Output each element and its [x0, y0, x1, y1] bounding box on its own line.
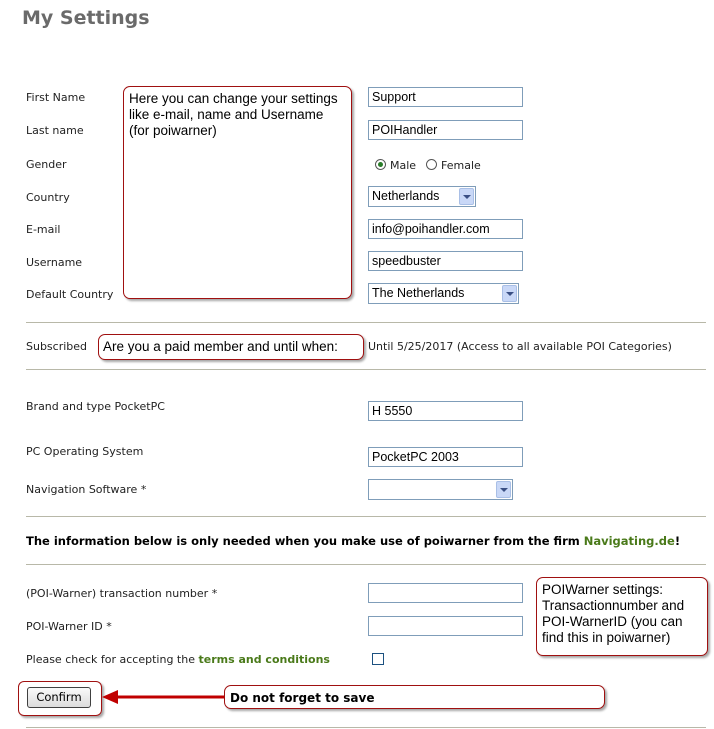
poiwarner-id-field[interactable]	[368, 616, 523, 636]
arrow-left-icon	[100, 688, 228, 706]
country-label: Country	[26, 191, 70, 204]
poiwarner-notice-text: The information below is only needed when you make use of poiwarner from the firm	[26, 534, 584, 548]
gender-female-label: Female	[441, 159, 481, 172]
poiwarner-id-label: POI-Warner ID *	[26, 620, 112, 633]
nav-software-label: Navigation Software *	[26, 483, 147, 496]
chevron-down-icon	[496, 481, 511, 498]
transaction-label: (POI-Warner) transaction number *	[26, 587, 218, 600]
gender-female-radio[interactable]	[426, 159, 437, 170]
page-title: My Settings	[22, 7, 150, 29]
first-name-field[interactable]: Support	[368, 87, 523, 107]
confirm-button[interactable]: Confirm	[27, 687, 91, 708]
default-country-select-value: The Netherlands	[372, 286, 465, 300]
last-name-label: Last name	[26, 124, 84, 137]
os-label: PC Operating System	[26, 445, 144, 458]
country-select[interactable]	[368, 186, 476, 207]
nav-software-select[interactable]	[368, 479, 513, 500]
section-divider	[26, 564, 706, 565]
poiwarner-callout: POIWarner settings: Transactionnumber and POI-WarnerID (you can find this in poiwarner)	[536, 577, 708, 656]
default-country-select[interactable]	[368, 283, 519, 304]
paid-member-callout: Are you a paid member and until when:	[98, 334, 364, 360]
email-label: E-mail	[26, 223, 61, 236]
last-name-field[interactable]: POIHandler	[368, 120, 523, 140]
terms-checkbox[interactable]	[372, 653, 384, 665]
navigating-link[interactable]: Navigating.de	[583, 534, 675, 548]
section-divider	[26, 516, 706, 517]
gender-label: Gender	[26, 158, 67, 171]
default-country-label: Default Country	[26, 288, 114, 301]
country-select-value: Netherlands	[372, 189, 440, 203]
terms-prefix: Please check for accepting the	[26, 653, 199, 666]
section-divider	[26, 322, 706, 323]
gender-male-label: Male	[390, 159, 417, 172]
subscribed-value: Until 5/25/2017 (Access to all available POI Categories)	[368, 340, 672, 353]
chevron-down-icon	[459, 188, 474, 205]
poiwarner-notice-end: !	[674, 534, 681, 548]
chevron-down-icon	[502, 285, 517, 302]
section-divider	[26, 727, 706, 728]
section-divider	[26, 369, 706, 370]
terms-text	[26, 653, 330, 666]
brand-field[interactable]: H 5550	[368, 401, 523, 421]
save-callout: Do not forget to save	[224, 685, 605, 709]
first-name-label: First Name	[26, 91, 86, 104]
os-field[interactable]: PocketPC 2003	[368, 447, 523, 467]
email-field[interactable]: info@poihandler.com	[368, 219, 523, 239]
gender-male-radio[interactable]	[375, 159, 386, 170]
username-field[interactable]: speedbuster	[368, 251, 523, 271]
brand-label: Brand and type PocketPC	[26, 400, 165, 413]
poiwarner-notice	[26, 534, 680, 548]
subscribed-label: Subscribed	[26, 340, 88, 353]
transaction-field[interactable]	[368, 583, 523, 603]
settings-callout: Here you can change your settings like e-mail, name and Username (for poiwarner)	[123, 86, 352, 299]
terms-link[interactable]: terms and conditions	[198, 653, 330, 666]
username-label: Username	[26, 256, 83, 269]
